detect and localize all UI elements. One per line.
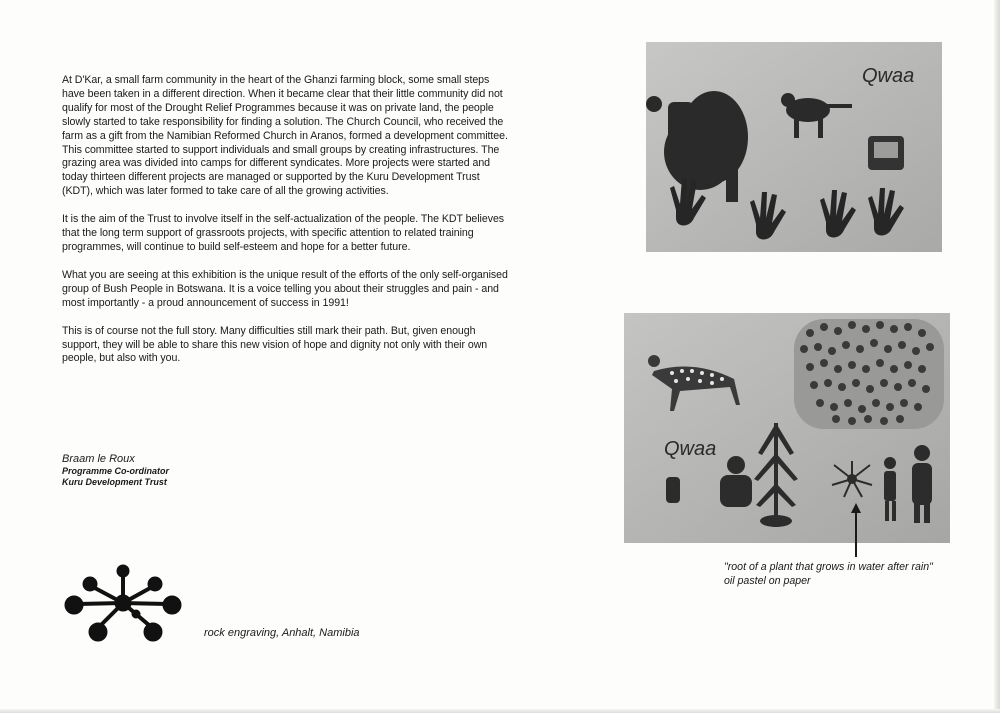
engraving-caption: rock engraving, Anhalt, Namibia [204, 627, 360, 639]
page-bottom-shadow [0, 709, 1000, 713]
paragraph-full-story: This is of course not the full story. Many difficulties still mark their path. But, given enough support, they will be able to share this new vision of hope and dignity not only with their own people, but also with you. [62, 324, 488, 365]
intro-text [62, 74, 510, 380]
up-arrow-icon [849, 503, 863, 557]
painting-root-plant-image [624, 313, 950, 543]
rock-engraving-image [64, 562, 182, 644]
page-edge-shadow [994, 0, 1000, 713]
signature-block [62, 452, 362, 488]
paragraph-trust-aim: It is the aim of the Trust to involve itself in the self-actualization of the people. The KDT believes that the long term support of grassroots projects, with specific attention to related training programmes, will continue to build self-esteem and hope for a better future. [62, 213, 505, 253]
artist-signature-top: Qwaa [862, 65, 915, 87]
artist-signature-bottom: Qwaa [664, 438, 717, 460]
painting-animals-hands-photo [646, 42, 942, 252]
signature-name: Braam le Roux [62, 453, 135, 465]
painting-caption-medium: oil pastel on paper [724, 574, 811, 587]
painting-caption [724, 561, 994, 588]
signature-organization: Kuru Development Trust [62, 477, 167, 487]
paragraph-dkar: At D'Kar, a small farm community in the heart of the Ghanzi farming block, some small steps have been taken in a different direction. When it became clear that their little community did not qualify for most of the Drought Relief Programmes because it was on private land, the people slowly started to take responsibility for finding a solution. The Church Council, who received the farm as a gift from the Namibian Reformed Church in Aranos, formed a development committee. This committee started to support individuals and small groups by creating infrastructures. The grazing area was divided into camps for different syndicates. More projects were started and today thirteen different projects are managed or supported by the Kuru Development Trust (KDT), which was later formed to take care of all the growing activities. [62, 74, 508, 198]
painting-animals-hands-image [646, 42, 942, 252]
signature-title: Programme Co-ordinator [62, 466, 170, 476]
paragraph-exhibition: What you are seeing at this exhibition is the unique result of the efforts of the only self-organised group of Bush People in Botswana. It is a voice telling you about their struggles and pain - and most importantly - a proud announcement of success in 1991! [62, 268, 508, 309]
painting-caption-title: "root of a plant that grows in water after rain" [724, 561, 933, 573]
painting-root-plant-photo [624, 313, 950, 543]
